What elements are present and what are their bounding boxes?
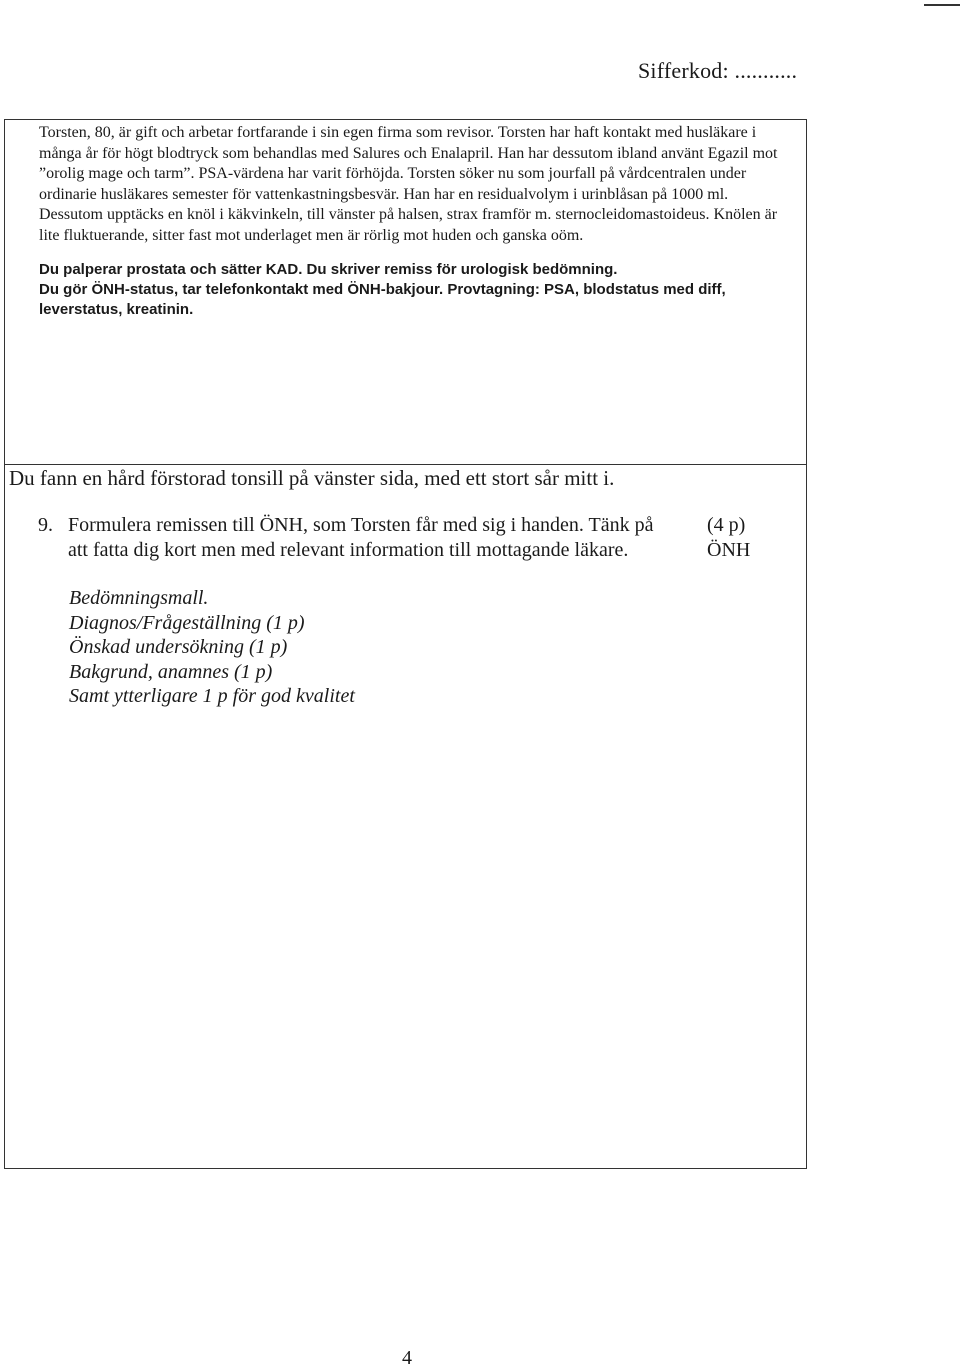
- points-value: (4 p): [707, 514, 746, 536]
- case-action-line: Du gör ÖNH-status, tar telefonkontakt med ÖNH-bakjour. Provtagning: PSA, blodstatus med diff,: [39, 281, 726, 298]
- rubric-item: Samt ytterligare 1 p för god kvalitet: [69, 685, 355, 707]
- code-label: Sifferkod: ...........: [638, 58, 798, 83]
- question-line: att fatta dig kort men med relevant information till mottagande läkare.: [68, 539, 629, 561]
- case-action-line: Du palperar prostata och sätter KAD. Du skriver remiss för urologisk bedömning.: [39, 261, 618, 278]
- rubric-item: Bakgrund, anamnes (1 p): [69, 660, 273, 683]
- rubric-title: Bedömningsmall.: [69, 587, 209, 609]
- rubric-item: Diagnos/Frågeställning (1 p): [69, 611, 305, 634]
- grading-rubric: [69, 586, 355, 709]
- question-text: [68, 513, 698, 563]
- answer-box[interactable]: [4, 464, 807, 1169]
- finding-text: Du fann en hård förstorad tonsill på vänster sida, med ett stort sår mitt i.: [9, 466, 615, 490]
- rubric-item: Önskad undersökning (1 p): [69, 636, 288, 658]
- question-points: [707, 513, 750, 563]
- page-number: 4: [402, 1347, 412, 1369]
- case-description-box: [4, 119, 807, 464]
- case-description: Torsten, 80, är gift och arbetar fortfarande i sin egen firma som revisor. Torsten har haft kontakt med husläkare i många år för högt blodtryck som behandlas med Salures och Enalapril. Han har dessutom ibland använt Egazil mot ”orolig mage och tarm”. PSA-värdena har varit förhöjda. Torsten söker nu som jourfall på vårdcentralen under ordinarie husläkares semester för vattenkastningsbesvär. Han har en residualvolym i urinblåsan på 1000 ml. Dessutom upptäcks en knöl i käkvinkeln, till vänster på halsen, strax framför m. sternocleidomastoideus. Knölen är lite fluktuerande, sitter fast mot underlaget men är rörlig mot huden och ganska oöm.: [39, 124, 778, 244]
- question-line: Formulera remissen till ÖNH, som Torsten får med sig i handen. Tänk på: [68, 514, 654, 536]
- question-number: 9.: [38, 514, 53, 536]
- subject-label: ÖNH: [707, 539, 751, 561]
- scan-edge-mark: [924, 4, 960, 6]
- case-action-line: leverstatus, kreatinin.: [39, 301, 194, 318]
- case-actions: [39, 260, 792, 320]
